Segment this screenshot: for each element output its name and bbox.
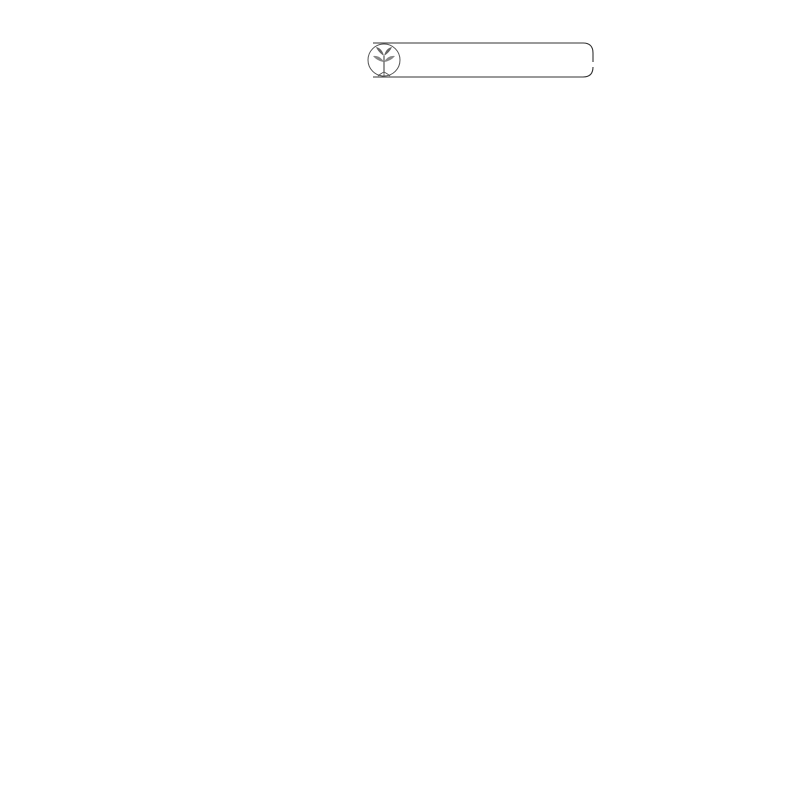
running-header xyxy=(355,40,595,80)
plant-emblem-icon xyxy=(367,42,401,78)
